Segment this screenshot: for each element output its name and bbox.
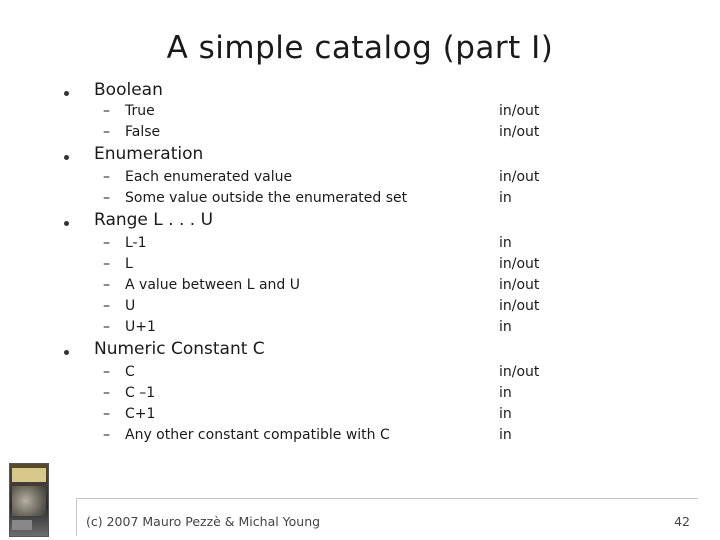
- item-text: L: [125, 256, 133, 272]
- item-text: A value between L and U: [125, 277, 300, 293]
- section-label: Enumeration: [94, 144, 204, 164]
- item-value: in/out: [499, 256, 540, 272]
- item-text: U+1: [125, 319, 156, 335]
- item-value: in/out: [499, 298, 540, 314]
- item-value: in: [499, 319, 512, 335]
- item-value: in/out: [499, 169, 540, 185]
- dash: –: [103, 124, 110, 140]
- item-value: in/out: [499, 103, 540, 119]
- book-cover-icon: [9, 463, 49, 537]
- item-value: in: [499, 427, 512, 443]
- dash: –: [103, 319, 110, 335]
- dash: –: [103, 190, 110, 206]
- book-cover-image: [12, 486, 46, 516]
- book-footer-band: [12, 520, 32, 530]
- item-text: L-1: [125, 235, 147, 251]
- item-text: True: [125, 103, 155, 119]
- item-text: U: [125, 298, 136, 314]
- dash: –: [103, 364, 110, 380]
- item-value: in: [499, 235, 512, 251]
- bullet-icon: [64, 91, 69, 96]
- book-title-band: [12, 468, 46, 482]
- section-label: Boolean: [94, 80, 163, 100]
- dash: –: [103, 256, 110, 272]
- footer-divider: [76, 498, 698, 499]
- page-number: 42: [674, 514, 690, 529]
- dash: –: [103, 385, 110, 401]
- item-value: in/out: [499, 277, 540, 293]
- footer-copyright: (c) 2007 Mauro Pezzè & Michal Young: [86, 514, 321, 529]
- item-text: Some value outside the enumerated set: [125, 190, 408, 206]
- item-value: in: [499, 385, 512, 401]
- item-value: in/out: [499, 364, 540, 380]
- bullet-icon: [64, 155, 69, 160]
- item-text: Each enumerated value: [125, 169, 293, 185]
- item-text: C: [125, 364, 135, 380]
- item-value: in/out: [499, 124, 540, 140]
- item-text: False: [125, 124, 161, 140]
- dash: –: [103, 427, 110, 443]
- bullet-icon: [64, 221, 69, 226]
- section-label: Numeric Constant C: [94, 339, 265, 359]
- item-text: Any other constant compatible with C: [125, 427, 390, 443]
- dash: –: [103, 277, 110, 293]
- item-text: C+1: [125, 406, 156, 422]
- dash: –: [103, 103, 110, 119]
- bullet-icon: [64, 350, 69, 355]
- item-value: in: [499, 190, 512, 206]
- dash: –: [103, 235, 110, 251]
- slide-title: A simple catalog (part I): [166, 30, 554, 66]
- footer-divider-vertical: [76, 498, 77, 536]
- dash: –: [103, 406, 110, 422]
- item-text: C –1: [125, 385, 156, 401]
- dash: –: [103, 169, 110, 185]
- item-value: in: [499, 406, 512, 422]
- dash: –: [103, 298, 110, 314]
- section-label: Range L . . . U: [94, 210, 214, 230]
